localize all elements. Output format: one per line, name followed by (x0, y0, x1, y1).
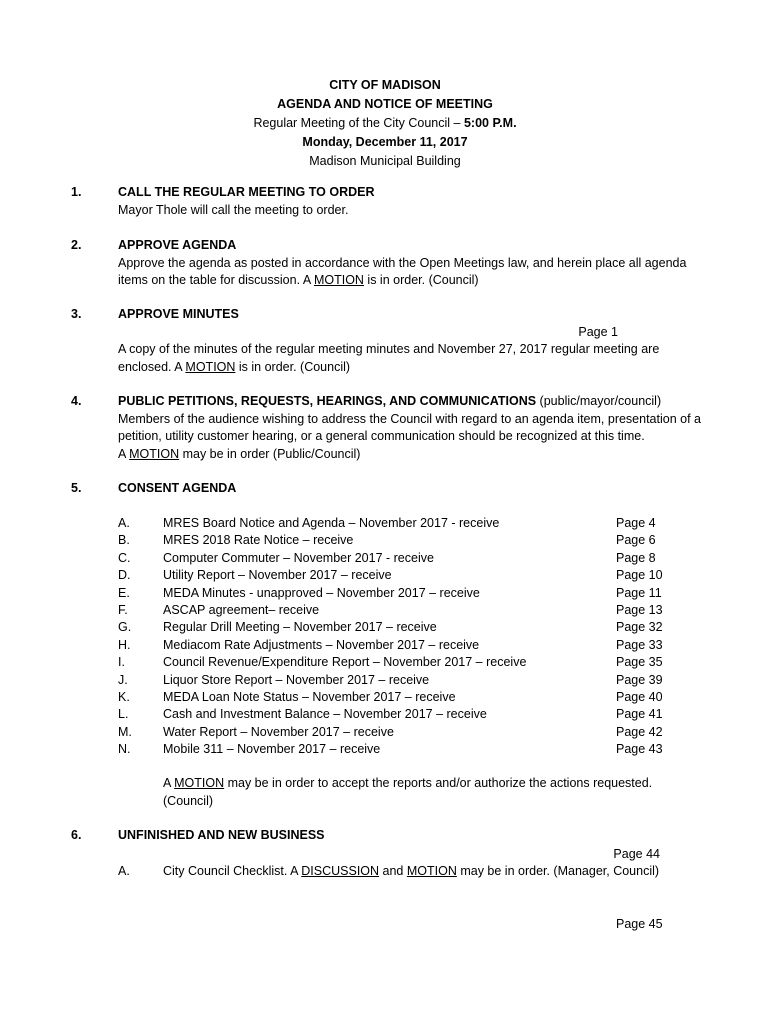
consent-item (0, 689, 770, 707)
city-name: CITY OF MADISON (329, 78, 441, 92)
item-letter: D. (118, 568, 131, 583)
business-item (0, 863, 770, 881)
item-page: Page 10 (616, 568, 663, 583)
document-title: AGENDA AND NOTICE OF MEETING (277, 97, 493, 111)
item-letter: L. (118, 707, 129, 722)
document-header (0, 76, 770, 171)
item-text: Mediacom Rate Adjustments – November 2017 – receive (163, 637, 480, 652)
item-text: Mobile 311 – November 2017 – receive (163, 742, 381, 757)
page-footer (0, 916, 770, 934)
meeting-date: Monday, December 11, 2017 (302, 135, 468, 149)
item-page: Page 6 (616, 533, 656, 548)
section-body (118, 827, 660, 863)
item-text (163, 863, 659, 881)
item-page: Page 35 (616, 655, 663, 670)
item-letter: A. (118, 864, 130, 878)
text-part: and (379, 864, 407, 878)
page-number: Page 45 (616, 917, 663, 931)
text-part: is in order. (Council) (235, 359, 351, 374)
section-number: 1. (71, 185, 82, 199)
item-text: Council Revenue/Expenditure Report – November 2017 – receive (163, 655, 527, 670)
item-text: MEDA Loan Note Status – November 2017 – receive (163, 690, 456, 704)
item-letter: A. (118, 516, 130, 530)
item-letter: M. (118, 724, 132, 739)
item-page: Page 8 (616, 550, 656, 565)
text-part: may be in order. (Manager, Council) (456, 864, 660, 878)
item-page: Page 32 (616, 620, 663, 635)
consent-item (0, 585, 770, 603)
section-title: PUBLIC PETITIONS, REQUESTS, HEARINGS, AND COMMUNICATIONS (118, 394, 537, 408)
section-number: 3. (71, 307, 82, 321)
item-page: Page 39 (616, 672, 663, 687)
section-text-motion (118, 446, 703, 464)
section-text: Members of the audience wishing to address the Council with regard to an agenda item, presentation of a petition, utility customer hearing, or a general communication should be recognized at this time. (118, 411, 701, 443)
item-letter: C. (118, 550, 131, 565)
motion-keyword: MOTION (129, 446, 180, 461)
consent-item (0, 741, 770, 759)
section-title: CALL THE REGULAR MEETING TO ORDER (118, 185, 375, 199)
consent-item (0, 724, 770, 742)
item-letter: N. (118, 742, 131, 757)
item-letter: H. (118, 637, 131, 652)
section-title-line (118, 393, 703, 411)
item-letter: K. (118, 690, 130, 704)
section-body (118, 237, 700, 290)
text-part: A (118, 446, 130, 461)
meeting-location: Madison Municipal Building (309, 154, 461, 168)
section-title: UNFINISHED AND NEW BUSINESS (118, 828, 325, 842)
motion-keyword: MOTION (406, 864, 457, 878)
consent-item (0, 602, 770, 620)
item-page: Page 13 (616, 603, 663, 617)
item-page: Page 40 (616, 690, 663, 704)
item-text: Utility Report – November 2017 – receive (163, 568, 392, 583)
item-text: Cash and Investment Balance – November 2017 – receive (163, 707, 487, 722)
section-title-suffix: (public/mayor/council) (536, 394, 662, 408)
section-text (118, 341, 688, 376)
discussion-keyword: DISCUSSION (301, 864, 380, 878)
item-letter: B. (118, 533, 130, 548)
consent-item (0, 515, 770, 533)
consent-item (0, 567, 770, 585)
item-page: Page 41 (616, 707, 663, 722)
section-body (118, 393, 703, 463)
page-reference: Page 1 (578, 324, 618, 339)
section-number: 4. (71, 394, 82, 408)
consent-item (0, 672, 770, 690)
motion-keyword: MOTION (174, 776, 225, 790)
text-part: A (163, 776, 175, 790)
item-letter: J. (118, 672, 128, 687)
item-letter: F. (118, 603, 128, 617)
motion-keyword: MOTION (313, 273, 364, 287)
consent-item (0, 706, 770, 724)
section-body (118, 306, 688, 376)
item-text: Regular Drill Meeting – November 2017 – receive (163, 620, 437, 635)
item-text: MRES Board Notice and Agenda – November 2017 - receive (163, 516, 500, 530)
item-page: Page 4 (616, 516, 656, 530)
item-text: Liquor Store Report – November 2017 – receive (163, 672, 430, 687)
item-text: Water Report – November 2017 – receive (163, 724, 394, 739)
item-page: Page 43 (616, 742, 663, 757)
item-letter: I. (118, 655, 125, 670)
section-text (118, 255, 700, 290)
text-part: may be in order (Public/Council) (179, 446, 361, 461)
section-number: 6. (71, 828, 82, 842)
item-page: Page 11 (616, 585, 662, 600)
motion-keyword: MOTION (185, 359, 236, 374)
item-page: Page 33 (616, 637, 663, 652)
text-part: Approve the agenda as posted in accordance with the Open Meetings law, and herein place all agenda items on the table for discussion. A (118, 255, 687, 287)
section-title: CONSENT AGENDA (118, 481, 237, 495)
item-text: Computer Commuter – November 2017 - receive (163, 550, 434, 565)
consent-item (0, 619, 770, 637)
section-text: Mayor Thole will call the meeting to order. (118, 202, 349, 217)
note-body (163, 775, 683, 810)
item-text: ASCAP agreement– receive (163, 603, 320, 617)
page-reference: Page 44 (613, 846, 660, 861)
item-text: MEDA Minutes - unapproved – November 2017 – receive (163, 585, 480, 600)
section-number: 5. (71, 481, 82, 495)
meeting-type-text: Regular Meeting of the City Council – (253, 116, 464, 130)
section-body (118, 184, 698, 219)
meeting-time: 5:00 P.M. (463, 116, 517, 130)
item-letter: E. (118, 585, 130, 600)
text-part: A copy of the minutes of the regular meeting minutes and November 27, 2017 regular meeting are enclosed. A (118, 342, 660, 374)
consent-item (0, 532, 770, 550)
text-part: is in order. (Council) (363, 273, 479, 287)
consent-item (0, 637, 770, 655)
text-part: City Council Checklist. A (163, 864, 302, 878)
item-text: MRES 2018 Rate Notice – receive (163, 533, 354, 548)
consent-item (0, 654, 770, 672)
meeting-type (0, 114, 770, 133)
item-letter: G. (118, 620, 132, 635)
section-title: APPROVE MINUTES (118, 307, 239, 321)
section-title: APPROVE AGENDA (118, 238, 237, 252)
text-part: may be in order to accept the reports and/or authorize the actions requested. (Council) (163, 776, 653, 808)
section-body (118, 480, 698, 498)
item-page: Page 42 (616, 724, 663, 739)
section-number: 2. (71, 238, 82, 252)
consent-item (0, 550, 770, 568)
